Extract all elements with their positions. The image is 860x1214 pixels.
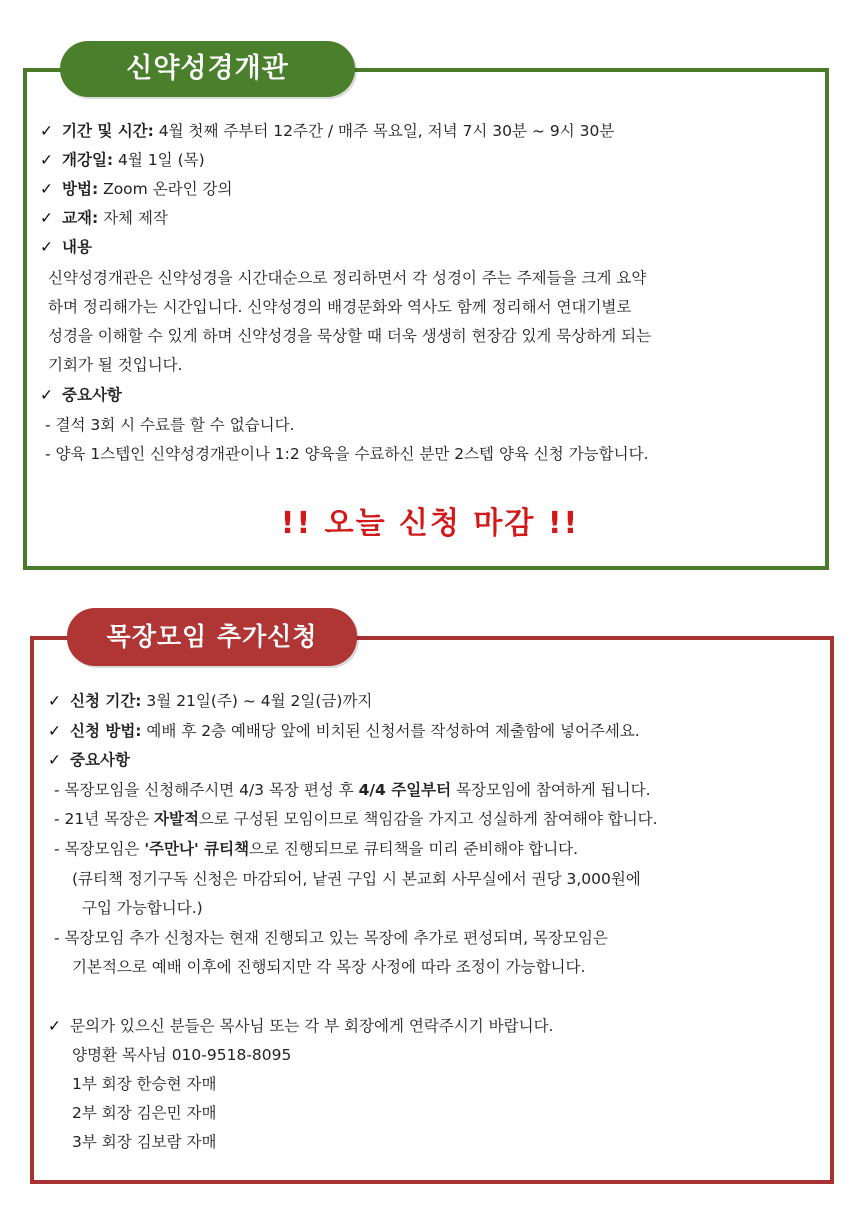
note-line [54,837,578,859]
note-line: - 양육 1스텝인 신약성경개관이나 1:2 양육을 수료하신 분만 2스텝 양육 신청 가능합니다. [45,445,649,463]
check-icon: ✓ [48,1017,61,1035]
note-line: 구입 가능합니다.) [82,899,203,917]
check-icon: ✓ [48,722,61,740]
note-text: 목장모임에 참여하게 됩니다. [451,781,651,799]
method-value: Zoom 온라인 강의 [98,180,233,198]
check-icon: ✓ [48,751,61,769]
material-value: 자체 제작 [98,209,168,227]
contact-line: 3부 회장 김보람 자매 [72,1133,217,1151]
note-text: - 목장모임을 신청해주시면 4/3 목장 편성 후 [54,781,359,799]
contact-line: 1부 회장 한승현 자매 [72,1075,217,1093]
note-text: - 목장모임은 [54,840,145,858]
content-line: 하며 정리해가는 시간입니다. 신약성경의 배경문화와 역사도 함께 정리해서 연대기별로 [48,298,632,316]
method-label: 방법: [62,180,99,198]
check-icon: ✓ [40,209,53,227]
note-line [54,807,658,829]
note-text: 으로 구성된 모임이므로 책임감을 가지고 성실하게 참여해야 합니다. [198,810,658,828]
closing-notice: !! 오늘 신청 마감 !! [280,506,580,541]
section-title-cell-group: 목장모임 추가신청 [67,608,357,666]
start-value: 4월 1일 (목) [113,151,205,169]
check-icon: ✓ [48,692,61,710]
period-item [40,119,614,141]
check-icon: ✓ [40,151,53,169]
check-icon: ✓ [40,238,53,256]
notes-item [48,748,130,770]
material-item [40,206,168,228]
check-icon: ✓ [40,122,53,140]
contact-line: 양명환 목사님 010-9518-8095 [72,1046,292,1064]
method-value: 예배 후 2층 예배당 앞에 비치된 신청서를 작성하여 제출함에 넣어주세요. [141,722,640,740]
content-label: 내용 [62,238,92,256]
note-line [54,778,651,800]
content-line: 성경을 이해할 수 있게 하며 신약성경을 묵상할 때 더욱 생생히 현장감 있게 묵상하게 되는 [48,327,652,345]
check-icon: ✓ [40,180,53,198]
period-value: 3월 21일(주) ~ 4월 2일(금)까지 [141,692,373,710]
notes-label: 중요사항 [70,751,130,769]
method-label: 신청 방법: [70,722,142,740]
section-title-new-testament: 신약성경개관 [60,41,355,97]
start-item [40,148,205,170]
start-label: 개강일: [62,151,114,169]
period-item [48,689,372,711]
note-emphasis: 자발적 [154,810,199,828]
content-line: 기회가 될 것입니다. [48,356,183,374]
period-label: 신청 기간: [70,692,142,710]
period-label: 기간 및 시간: [62,122,154,140]
notes-label: 중요사항 [62,386,122,404]
method-item [48,719,640,741]
contact-line: 2부 회장 김은민 자매 [72,1104,217,1122]
content-item [40,235,92,257]
period-value: 4월 첫째 주부터 12주간 / 매주 목요일, 저녁 7시 30분 ~ 9시 30분 [153,122,615,140]
note-line: 기본적으로 예배 이후에 진행되지만 각 목장 사정에 따라 조정이 가능합니다. [72,958,586,976]
note-emphasis: 4/4 주일부터 [358,781,452,799]
note-text: 으로 진행되므로 큐티책을 미리 준비해야 합니다. [249,840,579,858]
content-line: 신약성경개관은 신약성경을 시간대순으로 정리하면서 각 성경이 주는 주제들을 크게 요약 [48,269,647,287]
notes-item [40,383,122,405]
method-item [40,177,233,199]
note-emphasis: '주만나' 큐티책 [144,840,250,858]
contact-intro-text: 문의가 있으신 분들은 목사님 또는 각 부 회장에게 연락주시기 바랍니다. [70,1017,554,1035]
material-label: 교재: [62,209,99,227]
note-line: - 목장모임 추가 신청자는 현재 진행되고 있는 목장에 추가로 편성되며, 목장모임은 [54,929,608,947]
contact-intro [48,1014,554,1036]
note-line: - 결석 3회 시 수료를 할 수 없습니다. [45,416,295,434]
check-icon: ✓ [40,386,53,404]
note-line: (큐티책 정기구독 신청은 마감되어, 낱권 구입 시 본교회 사무실에서 권당 3,000원에 [72,870,641,888]
note-text: - 21년 목장은 [54,810,154,828]
section-box-new-testament [23,68,829,570]
